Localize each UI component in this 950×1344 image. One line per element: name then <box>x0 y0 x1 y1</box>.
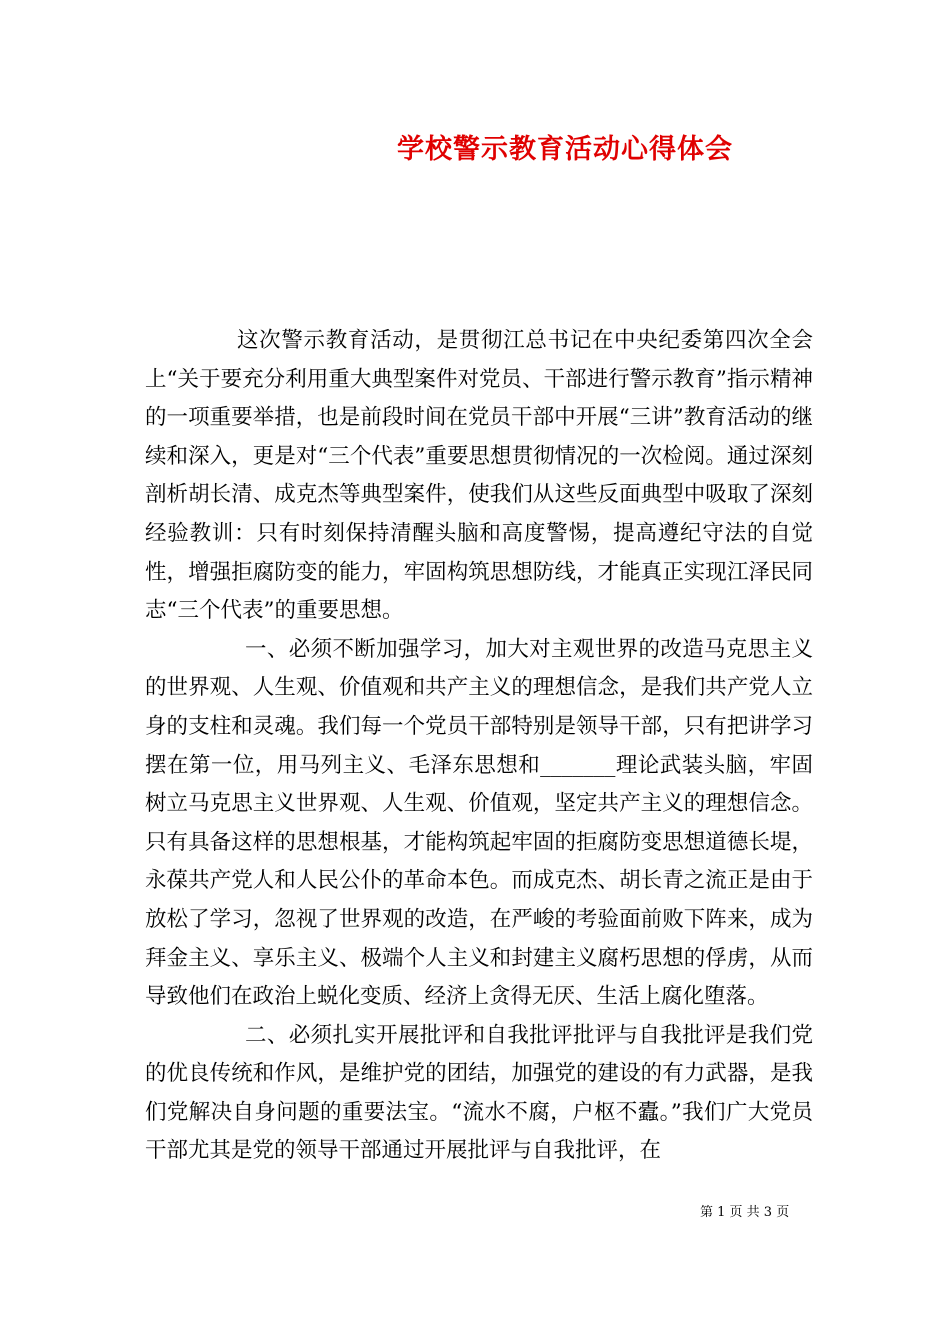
paragraph-section-two: 二、必须扎实开展批评和自我批评批评与自我批评是我们党的优良传统和作风，是维护党的团结，加强党的建设的有力武器，是我们党解决自身问题的重要法宝。“流水不腐，户枢不蠹。”我们广大党员干部尤其是党的领导干部通过开展批评与自我批评，在 <box>145 1022 813 1164</box>
page-number-footer: 第 1 页 共 3 页 <box>700 1205 790 1220</box>
paragraph-section-one: 一、必须不断加强学习，加大对主观世界的改造马克思主义的世界观、人生观、价值观和共产主义的理想信念，是我们共产党人立身的支柱和灵魂。我们每一个党员干部特别是领导干部，只有把讲学习摆在第一位，用马列主义、毛泽东思想和_______理论武装头脑，牢固树立马克思主义世界观、人生观、价值观，坚定共产主义的理想信念。只有具备这样的思想根基，才能构筑起牢固的拒腐防变思想道德长堤，永葆共产党人和人民公仆的革命本色。而成克杰、胡长青之流正是由于放松了学习，忽视了世界观的改造，在严峻的考验面前败下阵来，成为拜金主义、享乐主义、极端个人主义和封建主义腐朽思想的俘虏，从而导致他们在政治上蜕化变质、经济上贪得无厌、生活上腐化堕落。 <box>145 636 813 1010</box>
document-body <box>145 322 813 1171</box>
paragraph-intro: 这次警示教育活动，是贯彻江总书记在中央纪委第四次全会上“关于要充分利用重大典型案件对党员、干部进行警示教育”指示精神的一项重要举措，也是前段时间在党员干部中开展“三讲”教育活动的继续和深入，更是对“三个代表”重要思想贯彻情况的一次检阅。通过深刻剖析胡长清、成克杰等典型案件，使我们从这些反面典型中吸取了深刻经验教训：只有时刻保持清醒头脑和高度警惕，提高遵纪守法的自觉性，增强拒腐防变的能力，牢固构筑思想防线，才能真正实现江泽民同志“三个代表”的重要思想。 <box>145 328 813 624</box>
document-title: 学校警示教育活动心得体会 <box>397 134 733 165</box>
